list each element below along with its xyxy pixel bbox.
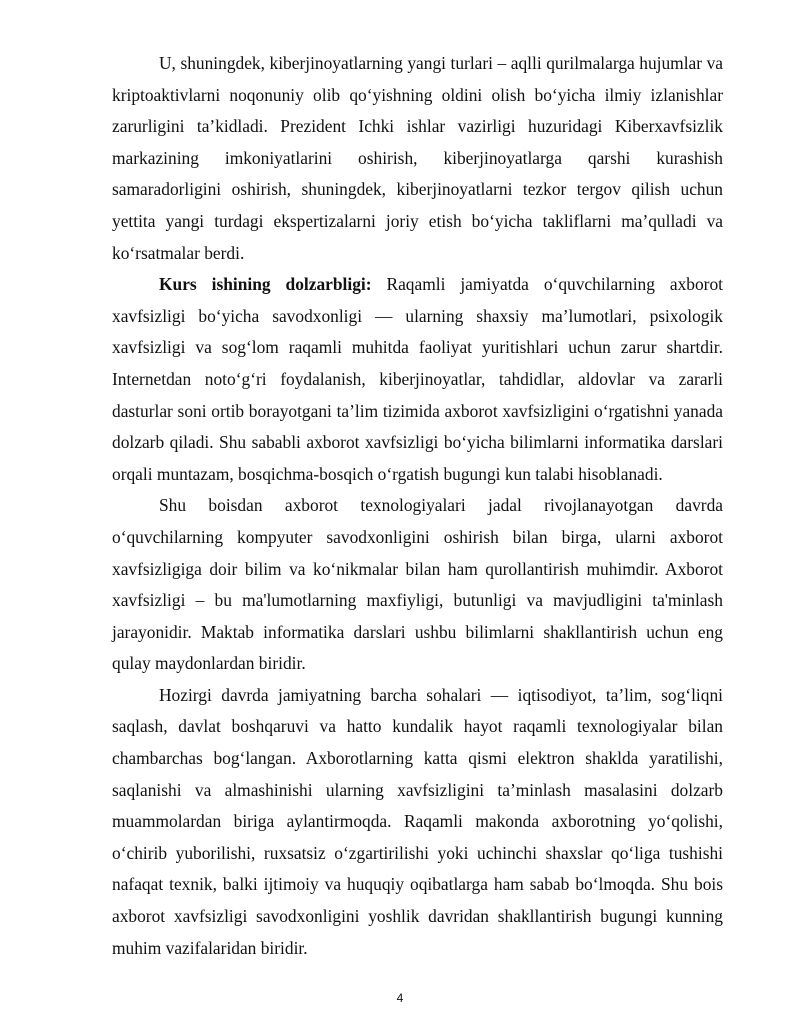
relevance-heading: Kurs ishining dolzarbligi:	[159, 274, 372, 295]
paragraph-relevance	[112, 269, 723, 490]
document-body	[112, 48, 723, 964]
paragraph-4-text: Hozirgi davrda jamiyatning barcha sohalari — iqtisodiyot, ta’lim, sog‘liqni saqlash, davlat boshqaruvi va hatto kundalik hayot raqamli texnologiyalar bilan chambarchas bog‘langan. Axborotlarning katta qismi elektron shaklda yaratilishi, saqlanishi va almashinishi ularning xavfsizligini ta’minlash masalasini dolzarb muammolardan biriga aylantirmoqda. Raqamli makonda axborotning yo‘qolishi, o‘chirib yuborilishi, ruxsatsiz o‘zgartirilishi yoki uchinchi shaxslar qo‘liga tushishi nafaqat texnik, balki ijtimoiy va huquqiy oqibatlarga ham sabab bo‘lmoqda. Shu bois axborot xavfsizligi savodxonligini yoshlik davridan shakllantirish bugungi kunning muhim vazifalaridan biridir.	[112, 684, 723, 958]
paragraph-1	[112, 48, 723, 269]
paragraph-4	[112, 680, 723, 964]
paragraph-1-text: U, shuningdek, kiberjinoyatlarning yangi turlari – aqlli qurilmalarga hujumlar va kriptoaktivlarni noqonuniy olib qo‘yishning oldini olish bo‘yicha ilmiy izlanishlar zarurligini ta’kidladi. Prezident Ichki ishlar vazirligi huzuridagi Kiberxavfsizlik markazining imkoniyatlarini oshirish, kiberjinoyatlarga qarshi kurashish samaradorligini oshirish, shuningdek, kiberjinoyatlarni tezkor tergov qilish uchun yettita yangi turdagi ekspertizalarni joriy etish bo‘yicha takliflarni ma’qulladi va ko‘rsatmalar berdi.	[112, 53, 723, 263]
paragraph-relevance-text: Raqamli jamiyatda o‘quvchilarning axborot xavfsizligi bo‘yicha savodxonligi — ularning shaxsiy ma’lumotlari, psixologik xavfsizligi va sog‘lom raqamli muhitda faoliyat yuritishlari uchun zarur shartdir. Internetdan noto‘g‘ri foydalanish, kiberjinoyatlar, tahdidlar, aldovlar va zararli dasturlar soni ortib borayotgani ta’lim tizimida axborot xavfsizligini o‘rgatishni yanada dolzarb qiladi. Shu sababli axborot xavfsizligi bo‘yicha bilimlarni informatika darslari orqali muntazam, bosqichma-bosqich o‘rgatish bugungi kun talabi hisoblanadi.	[112, 274, 723, 484]
paragraph-3	[112, 490, 723, 680]
paragraph-3-text: Shu boisdan axborot texnologiyalari jadal rivojlanayotgan davrda o‘quvchilarning kompyuter savodxonligini oshirish bilan birga, ularni axborot xavfsizligiga doir bilim va ko‘nikmalar bilan ham qurollantirish muhimdir. Axborot xavfsizligi – bu ma'lumotlarning maxfiyligi, butunligi va mavjudligini ta'minlash jarayonidir. Maktab informatika darslari ushbu bilimlarni shakllantirish uchun eng qulay maydonlardan biridir.	[112, 495, 723, 674]
page-number: 4	[396, 991, 404, 1005]
